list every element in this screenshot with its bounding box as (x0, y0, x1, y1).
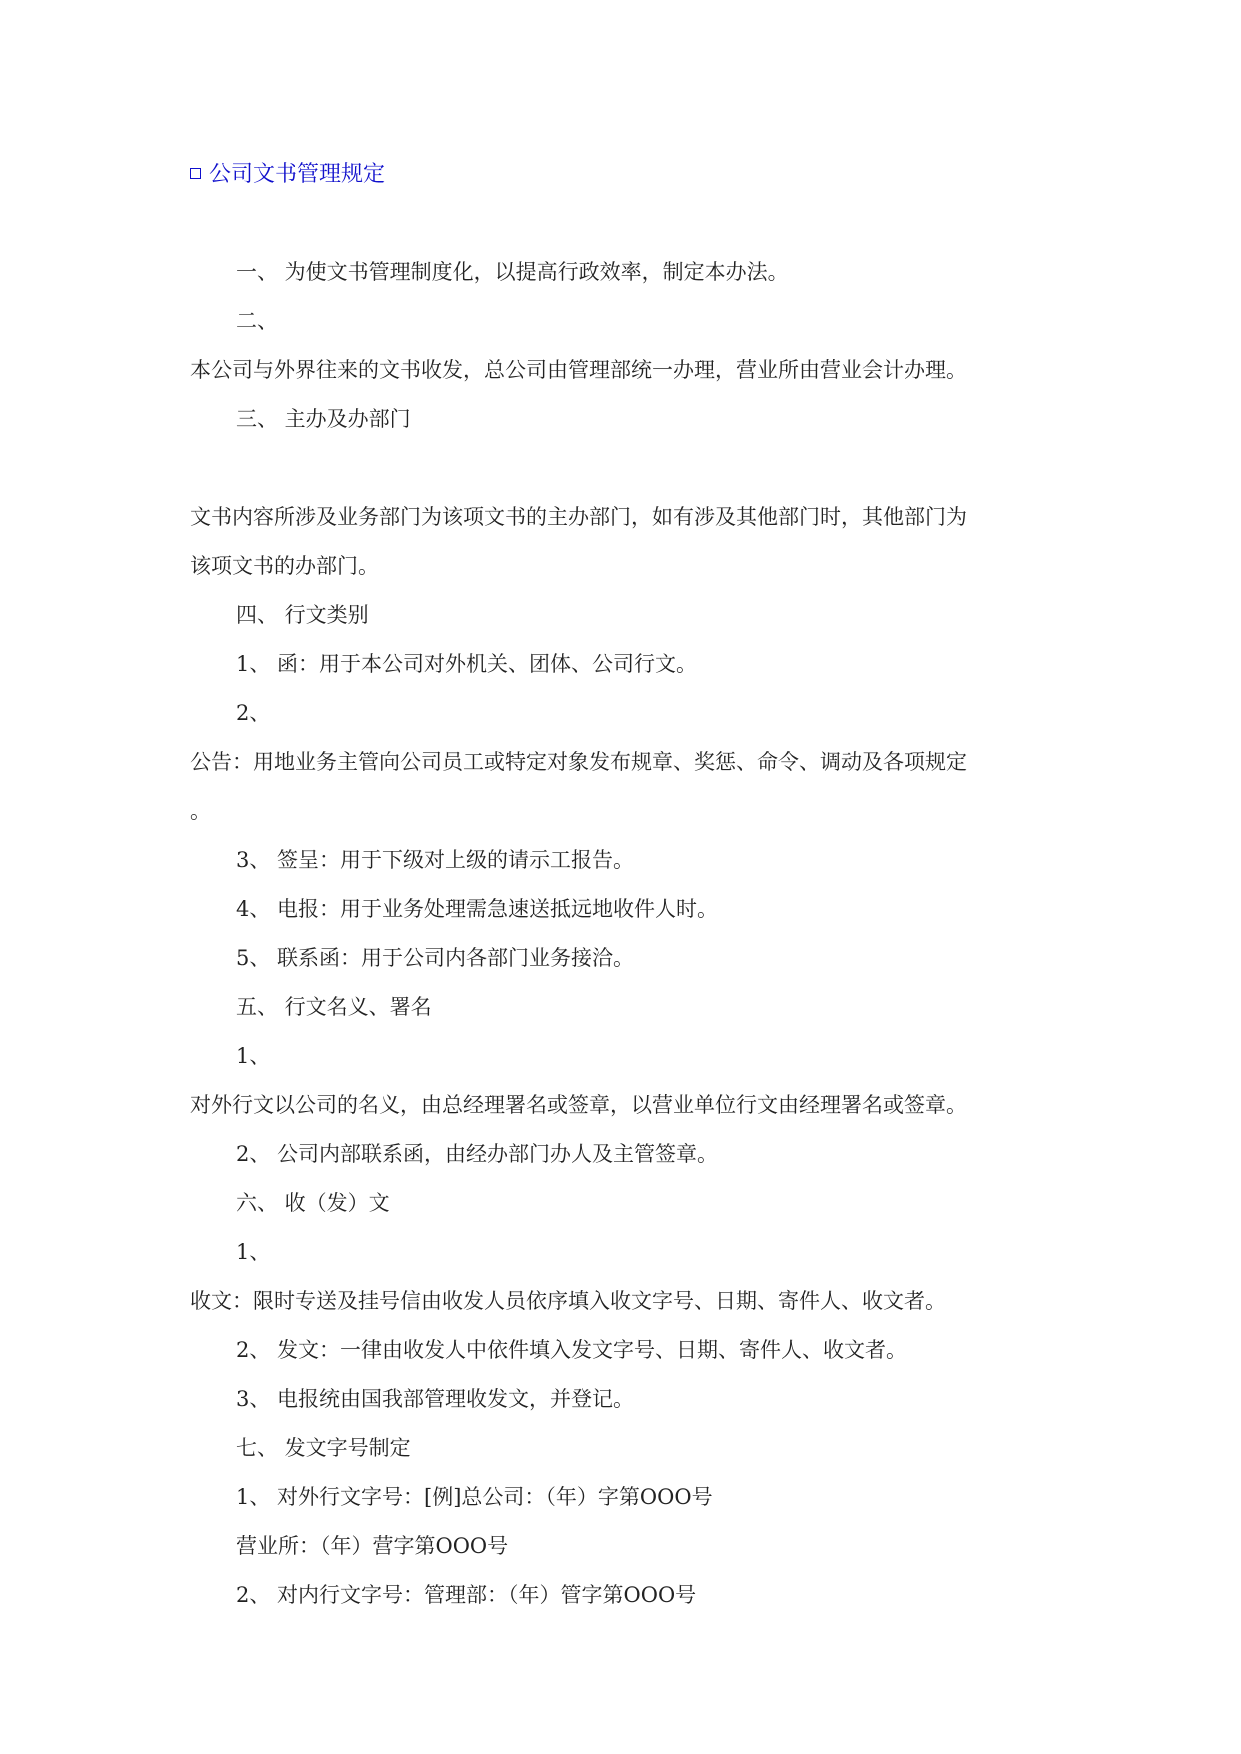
section-5-item-2: 2、 公司内部联系函，由经办部门办人及主管签章。 (236, 1142, 719, 1166)
section-7-heading: 七、 发文字号制定 (236, 1436, 411, 1460)
section-3-heading: 三、 主办及办部门 (236, 407, 411, 431)
section-7-item-2: 2、 对内行文字号：管理部：（年）管字第OOO号 (236, 1583, 697, 1607)
section-6-item-1-number: 1、 (236, 1240, 271, 1264)
bullet-square-icon (190, 168, 201, 179)
section-7-item-1: 1、 对外行文字号：[例]总公司：（年）字第OOO号 (236, 1485, 713, 1509)
section-4-heading: 四、 行文类别 (236, 603, 369, 627)
section-6-item-3: 3、 电报统由国我部管理收发文，并登记。 (236, 1387, 635, 1411)
section-5-heading: 五、 行文名义、署名 (236, 995, 432, 1019)
section-5-item-1-number: 1、 (236, 1044, 271, 1068)
section-4-item-1: 1、 函：用于本公司对外机关、团体、公司行文。 (236, 652, 698, 676)
section-2-text: 本公司与外界往来的文书收发，总公司由管理部统一办理，营业所由营业会计办理。 (190, 358, 967, 382)
section-6-heading: 六、 收（发）文 (236, 1191, 390, 1215)
section-4-item-3: 3、 签呈：用于下级对上级的请示工报告。 (236, 848, 635, 872)
section-4-item-2-end: 。 (190, 799, 211, 823)
section-4-item-2-number: 2、 (236, 701, 271, 725)
section-6-item-1-text: 收文：限时专送及挂号信由收发人员依序填入收文字号、日期、寄件人、收文者。 (190, 1289, 946, 1313)
section-2-heading: 二、 (236, 309, 278, 333)
section-4-item-5: 5、 联系函：用于公司内各部门业务接洽。 (236, 946, 635, 970)
section-3-text-cont: 该项文书的办部门。 (190, 554, 379, 578)
section-4-item-2-text: 公告：用地业务主管向公司员工或特定对象发布规章、奖惩、命令、调动及各项规定 (190, 750, 967, 774)
section-5-item-1-text: 对外行文以公司的名义，由总经理署名或签章，以营业单位行文由经理署名或签章。 (190, 1093, 967, 1117)
section-1: 一、 为使文书管理制度化，以提高行政效率，制定本办法。 (236, 260, 789, 284)
document-title: 公司文书管理规定 (190, 160, 385, 190)
section-7-item-1-cont: 营业所：（年）营字第OOO号 (236, 1534, 509, 1558)
section-6-item-2: 2、 发文：一律由收发人中依件填入发文字号、日期、寄件人、收文者。 (236, 1338, 908, 1362)
section-3-text: 文书内容所涉及业务部门为该项文书的主办部门，如有涉及其他部门时，其他部门为 (190, 505, 967, 529)
section-4-item-4: 4、 电报：用于业务处理需急速送抵远地收件人时。 (236, 897, 719, 921)
